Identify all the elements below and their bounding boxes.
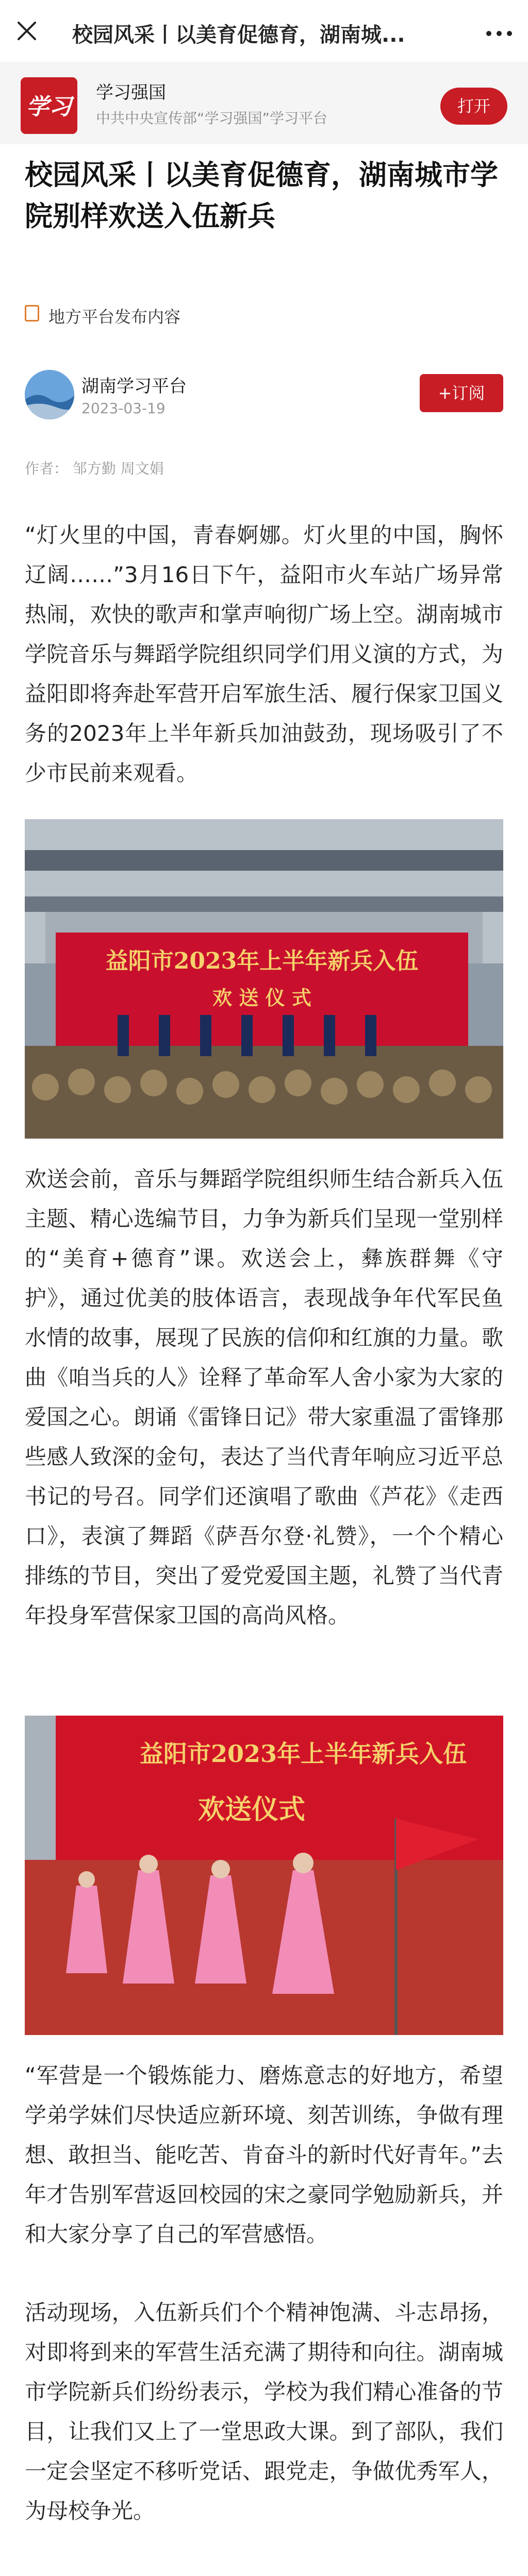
banner-title: 益阳市2023年上半年新兵入伍	[105, 948, 419, 974]
article-paragraph	[25, 2571, 503, 2576]
publish-date: 2023-03-19	[81, 400, 166, 417]
article-title: 校园风采丨以美育促德育，湖南城市学院别样欢送入伍新兵	[25, 159, 498, 232]
article-photo	[25, 819, 503, 1139]
article-paragraph: 欢送会前，音乐与舞蹈学院组织师生结合新兵入伍主题、精心选编节目，力争为新兵们呈现一堂别样的“美育+德育”课。欢送会上，彝族群舞《守护》，通过优美的肢体语言，表现战争年代军民鱼水情的故事，展现了民族的信仰和红旗的力量。歌曲《咱当兵的人》诠释了革命军人舍小家为大家的爱国之心。朗诵《雷锋日记》带大家重温了雷锋那些感人致深的金句，表达了当代青年响应习近平总书记的号召。同学们还演唱了歌曲《芦花》《走西口》，表演了舞蹈《萨吾尔登·礼赞》，一个个精心排练的节目，突出了爱党爱国主题，礼赞了当代青年投身军营保家卫国的高尚风格。	[25, 1166, 503, 1628]
banner-title: 益阳市2023年上半年新兵入伍	[139, 1740, 467, 1768]
article-photo	[25, 1716, 503, 2035]
byline: 作者： 邹方勤 周文娟	[25, 460, 164, 477]
article-paragraph: “军营是一个锻炼能力、磨炼意志的好地方，希望学弟学妹们尽快适应新环境、刻苦训练，争做有理想、敢担当、能吃苦、肯奋斗的新时代好青年。”去年才告别军营返回校园的宋之豪同学勉励新兵，并和大家分享了自己的军营感悟。	[25, 2063, 503, 2247]
open-app-button[interactable]: 打开	[440, 88, 507, 125]
article-paragraph: “灯火里的中国，青春婀娜。灯火里的中国，胸怀辽阔……”3月16日下午，益阳市火车站广场异常热闹，欢快的歌声和掌声响彻广场上空。湖南城市学院音乐与舞蹈学院组织同学们用义演的方式，为益阳即将奔赴军营开启军旅生活、履行保家卫国义务的2023年上半年新兵加油鼓劲，现场吸引了不少市民前来观看。	[25, 522, 503, 786]
subscribe-button[interactable]: +订阅	[420, 374, 503, 412]
app-logo	[21, 77, 77, 134]
source-label: 地方平台发布内容	[48, 307, 181, 327]
more-icon[interactable]	[486, 20, 513, 40]
author-avatar[interactable]	[25, 370, 74, 419]
app-subtitle: 中共中央宣传部“学习强国”学习平台	[96, 110, 328, 127]
page-title: 校园风采丨以美育促德育，湖南城...	[72, 23, 405, 47]
close-icon[interactable]	[15, 20, 38, 42]
document-icon	[25, 305, 39, 321]
author-name[interactable]: 湖南学习平台	[81, 376, 187, 397]
svg-text:学习: 学习	[26, 94, 72, 120]
banner-subtitle: 欢 送 仪 式	[212, 986, 311, 1009]
app-name: 学习强国	[96, 82, 166, 103]
top-bar	[0, 0, 528, 62]
banner-subtitle: 欢送仪式	[197, 1794, 306, 1825]
article-paragraph: 活动现场，入伍新兵们个个精神饱满、斗志昂扬，对即将到来的军营生活充满了期待和向往。湖南城市学院新兵们纷纷表示，学校为我们精心准备的节目，让我们又上了一堂思政大课。到了部队，我们一定会坚定不移听党话、跟党走，争做优秀军人，为母校争光。	[25, 2300, 503, 2523]
